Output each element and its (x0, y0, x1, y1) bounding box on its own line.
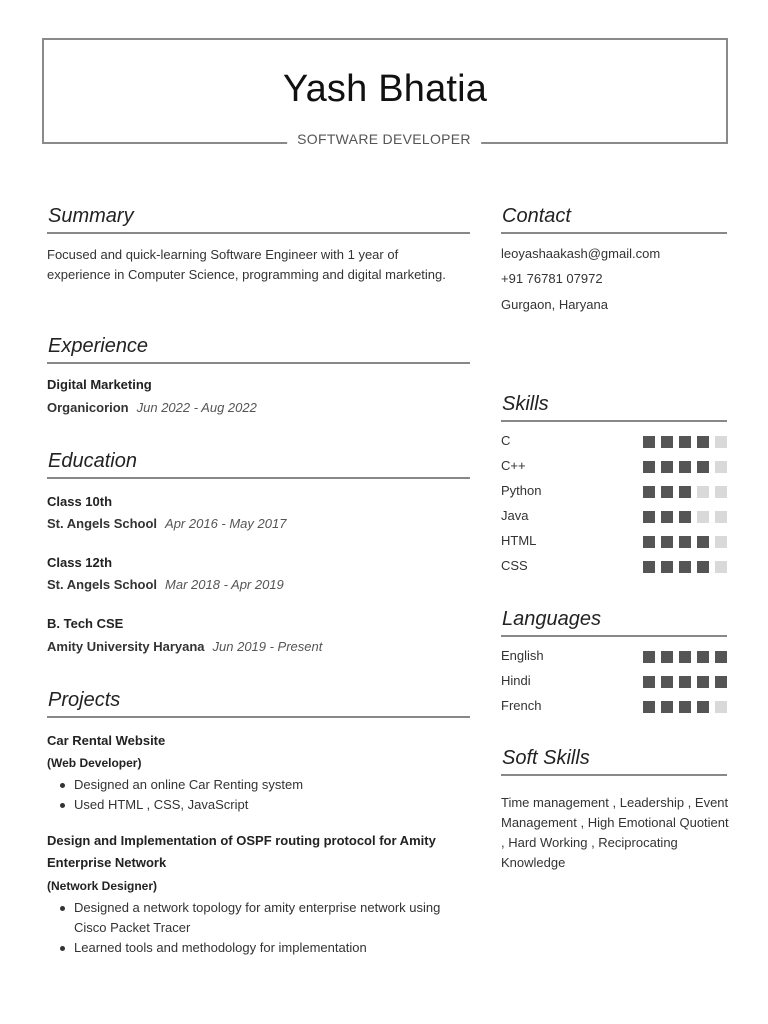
contact-rule (501, 232, 727, 234)
experience-dates: Jun 2022 - Aug 2022 (136, 400, 257, 415)
skill-name: Java (501, 508, 529, 523)
rating-dot-filled (697, 461, 709, 473)
skill-rating (643, 536, 727, 548)
rating-dot-empty (715, 511, 727, 523)
project-bullets (50, 898, 460, 958)
skills-rule (501, 420, 727, 422)
education-school-row (47, 639, 322, 654)
rating-dot-filled (661, 561, 673, 573)
experience-heading: Experience (48, 335, 149, 357)
skill-row (501, 433, 727, 451)
soft-skills-heading: Soft Skills (502, 747, 590, 769)
rating-dot-filled (643, 436, 655, 448)
language-name: English (501, 648, 544, 663)
experience-role: Digital Marketing (47, 377, 152, 392)
rating-dot-filled (679, 651, 691, 663)
experience-company: Organicorion (47, 400, 129, 415)
rating-dot-filled (697, 676, 709, 688)
skill-row (501, 483, 727, 501)
list-item: Designed an online Car Renting system (50, 775, 303, 795)
language-row (501, 673, 727, 691)
skill-rating (643, 461, 727, 473)
rating-dot-filled (697, 436, 709, 448)
education-heading: Education (48, 450, 137, 472)
rating-dot-filled (643, 701, 655, 713)
rating-dot-empty (715, 486, 727, 498)
languages-heading: Languages (502, 608, 601, 630)
skill-row (501, 533, 727, 551)
education-dates: Mar 2018 - Apr 2019 (165, 577, 284, 592)
rating-dot-filled (661, 486, 673, 498)
project-bullets (50, 775, 303, 815)
rating-dot-filled (661, 436, 673, 448)
language-name: French (501, 698, 542, 713)
education-degree: B. Tech CSE (47, 616, 124, 631)
rating-dot-filled (679, 436, 691, 448)
skill-row (501, 558, 727, 576)
rating-dot-filled (643, 486, 655, 498)
education-school: Amity University Haryana (47, 639, 205, 654)
education-school: St. Angels School (47, 516, 158, 531)
rating-dot-filled (661, 651, 673, 663)
education-rule (47, 477, 470, 479)
projects-heading: Projects (48, 689, 121, 711)
rating-dot-filled (679, 511, 691, 523)
rating-dot-filled (715, 676, 727, 688)
rating-dot-filled (697, 536, 709, 548)
rating-dot-empty (697, 511, 709, 523)
skill-rating (643, 561, 727, 573)
rating-dot-filled (661, 461, 673, 473)
rating-dot-filled (643, 536, 655, 548)
rating-dot-filled (697, 561, 709, 573)
job-title: SOFTWARE DEVELOPER (287, 131, 481, 147)
skill-row (501, 508, 727, 526)
rating-dot-empty (715, 436, 727, 448)
contact-phone[interactable]: +91 76781 07972 (501, 271, 603, 286)
skill-name: C (501, 433, 511, 448)
skill-name: Python (501, 483, 542, 498)
languages-rule (501, 635, 727, 637)
experience-rule (47, 362, 470, 364)
list-item: Designed a network topology for amity enterprise network using Cisco Packet Tracer (50, 898, 460, 938)
education-dates: Apr 2016 - May 2017 (165, 516, 287, 531)
language-row (501, 648, 727, 666)
rating-dot-empty (715, 536, 727, 548)
rating-dot-filled (643, 676, 655, 688)
language-rating (643, 651, 727, 663)
rating-dot-filled (661, 511, 673, 523)
rating-dot-filled (643, 461, 655, 473)
project-role: (Network Designer) (47, 879, 158, 893)
rating-dot-filled (697, 701, 709, 713)
rating-dot-filled (679, 701, 691, 713)
projects-rule (47, 716, 470, 718)
header-box (42, 38, 728, 144)
soft-skills-rule (501, 774, 727, 776)
summary-heading: Summary (48, 205, 134, 227)
education-school-row (47, 577, 284, 592)
education-dates: Jun 2019 - Present (212, 639, 323, 654)
language-name: Hindi (501, 673, 531, 688)
rating-dot-filled (661, 536, 673, 548)
project-name: Car Rental Website (47, 733, 166, 748)
skill-name: C++ (501, 458, 526, 473)
education-degree: Class 10th (47, 494, 113, 509)
rating-dot-filled (697, 651, 709, 663)
project-name: Design and Implementation of OSPF routing protocol for Amity Enterprise Network (47, 833, 436, 870)
project-role: (Web Developer) (47, 756, 142, 770)
rating-dot-filled (643, 561, 655, 573)
rating-dot-empty (697, 486, 709, 498)
contact-heading: Contact (502, 205, 571, 227)
experience-org (47, 400, 257, 415)
rating-dot-filled (661, 676, 673, 688)
skill-rating (643, 486, 727, 498)
summary-rule (47, 232, 470, 234)
contact-location: Gurgaon, Haryana (501, 297, 608, 312)
rating-dot-filled (679, 561, 691, 573)
rating-dot-filled (643, 651, 655, 663)
skill-row (501, 458, 727, 476)
rating-dot-filled (679, 676, 691, 688)
education-school: St. Angels School (47, 577, 158, 592)
rating-dot-filled (679, 486, 691, 498)
education-school-row (47, 516, 286, 531)
education-degree: Class 12th (47, 555, 113, 570)
list-item: Learned tools and methodology for implementation (50, 938, 460, 958)
rating-dot-empty (715, 461, 727, 473)
summary-text: Focused and quick-learning Software Engineer with 1 year of experience in Computer Science, programming and digital marketing. (47, 247, 446, 282)
skill-name: CSS (501, 558, 528, 573)
skill-rating (643, 511, 727, 523)
rating-dot-empty (715, 701, 727, 713)
language-rating (643, 701, 727, 713)
soft-skills-text: Time management , Leadership , Event Management , High Emotional Quotient , Hard Working , Reciprocating Knowledge (501, 795, 729, 870)
contact-email[interactable]: leoyashaakash@gmail.com (501, 246, 661, 261)
rating-dot-filled (661, 701, 673, 713)
skill-name: HTML (501, 533, 537, 548)
skills-heading: Skills (502, 393, 549, 415)
skill-rating (643, 436, 727, 448)
rating-dot-filled (679, 461, 691, 473)
candidate-name: Yash Bhatia (282, 68, 488, 110)
rating-dot-filled (715, 651, 727, 663)
rating-dot-filled (679, 536, 691, 548)
rating-dot-empty (715, 561, 727, 573)
list-item: Used HTML , CSS, JavaScript (50, 795, 303, 815)
language-row (501, 698, 727, 716)
language-rating (643, 676, 727, 688)
rating-dot-filled (643, 511, 655, 523)
